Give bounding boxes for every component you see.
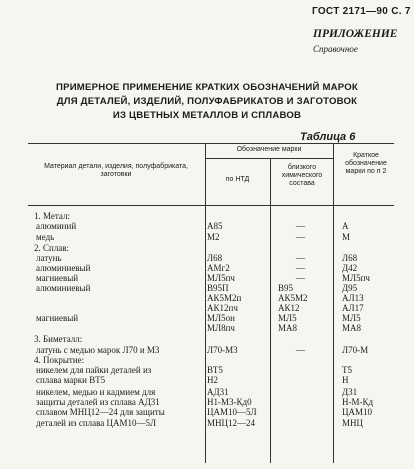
table-cell-ntd: А85 (207, 221, 223, 231)
table-cell-ntd: МЛ5пч (207, 273, 235, 283)
table-cell-short: Д31 (342, 387, 358, 397)
appendix-label: ПРИЛОЖЕНИЕ (313, 28, 398, 40)
table-cell-short: А (342, 221, 349, 231)
table-cell-similar: МА8 (278, 323, 298, 333)
table-cell-material: 2. Сплав: (34, 243, 70, 253)
table-cell-ntd: Л70-М3 (207, 345, 238, 355)
table-cell-short: Л70-М (342, 345, 369, 355)
table-cell-material: сплавом МНЦ12—24 для защиты (36, 407, 165, 417)
table-cell-similar: — (296, 263, 305, 273)
table-cell-material: никелем для пайки деталей из (36, 365, 152, 375)
designation-group-rule (205, 158, 333, 159)
col-header-ntd: по НТД (225, 176, 250, 183)
title-line-1: ПРИМЕРНОЕ ПРИМЕНЕНИЕ КРАТКИХ ОБОЗНАЧЕНИЙ МАРОК (56, 82, 358, 93)
col-header-designation: Обозначение марки (236, 146, 302, 153)
col-divider-2 (270, 158, 271, 463)
table-cell-ntd: Л68 (207, 253, 223, 263)
table-cell-material: 1. Метал: (34, 211, 70, 221)
table-cell-short: Н-М-Кд (342, 397, 374, 407)
col-divider-1 (205, 143, 206, 463)
table-cell-material: латунь с медью марок Л70 и М3 (36, 345, 160, 355)
col-divider-3 (333, 143, 334, 463)
table-cell-ntd: ЦАМ10—5Л (207, 407, 257, 417)
table-cell-ntd: АК12пч (207, 303, 238, 313)
table-cell-ntd: Н2 (207, 375, 218, 385)
table-cell-material: магниевый (36, 273, 79, 283)
table-cell-short: М (342, 232, 351, 242)
table-cell-ntd: МЛ5он (207, 313, 235, 323)
table-cell-similar: АК5М2 (278, 293, 308, 303)
table-cell-short: ЦАМ10 (342, 407, 373, 417)
table-cell-short: Л68 (342, 253, 358, 263)
table-cell-ntd: АК5М2п (207, 293, 242, 303)
table-cell-short: АЛ13 (342, 293, 364, 303)
table-cell-material: алюминиевый (36, 283, 91, 293)
reference-label: Справочное (313, 44, 358, 54)
table-cell-similar: В95 (278, 283, 294, 293)
table-cell-similar: МЛ5 (278, 313, 297, 323)
table-cell-material: деталей из сплава ЦАМ10—5Л (36, 418, 157, 428)
table-cell-ntd: ВТ5 (207, 365, 223, 375)
table-cell-material: медь (36, 232, 55, 242)
table-cell-material: сплава марки ВТ5 (36, 375, 106, 385)
table-cell-ntd: АД31 (207, 387, 229, 397)
table-cell-material: 4. Покрытие: (34, 355, 85, 365)
table-cell-short: Д42 (342, 263, 358, 273)
table-cell-similar: — (296, 273, 305, 283)
title-line-3: ИЗ ЦВЕТНЫХ МЕТАЛЛОВ И СПЛАВОВ (112, 110, 302, 121)
table-cell-material: магниевый (36, 313, 79, 323)
table-cell-short: МЛ5пч (342, 273, 370, 283)
table-label: Таблица 6 (300, 131, 356, 143)
col-header-short: Краткое обозначение марки по п 2 (345, 152, 387, 175)
table-cell-short: Н (342, 375, 349, 385)
title-line-2: ДЛЯ ДЕТАЛЕЙ, ИЗДЕЛИЙ, ПОЛУФАБРИКАТОВ И ЗАГОТОВОК (56, 96, 358, 107)
table-cell-ntd: Н1-М3-Кд0 (207, 397, 252, 407)
table-cell-material: алюминиевый (36, 263, 91, 273)
table-cell-material: алюминий (36, 221, 77, 231)
table-cell-short: МЛ5 (342, 313, 361, 323)
table-cell-ntd: МНЦ12—24 (207, 418, 256, 428)
table-cell-short: МНЦ (342, 418, 364, 428)
table-cell-short: Т5 (342, 365, 352, 375)
table-cell-similar: АК12 (278, 303, 300, 313)
table-cell-material: латунь (36, 253, 62, 263)
col-header-similar: близкого химического состава (281, 164, 323, 187)
table-cell-material: никелем, медью и кадмием для (36, 387, 156, 397)
gost-header: ГОСТ 2171—90 С. 7 (312, 6, 411, 17)
table-cell-short: АЛ17 (342, 303, 364, 313)
table-cell-similar: — (296, 253, 305, 263)
table-cell-short: МА8 (342, 323, 362, 333)
table-cell-material: защиты деталей из сплава АД31 (36, 397, 160, 407)
table-cell-similar: — (296, 221, 305, 231)
table-cell-material: 3. Биметалл: (34, 334, 83, 344)
table-cell-ntd: М2 (207, 232, 220, 242)
table-top-rule (28, 143, 394, 144)
col-header-material: Материал детали, изделия, полуфабриката, заготовки (44, 163, 188, 178)
table-cell-ntd: АМг2 (207, 263, 230, 273)
table-cell-similar: — (296, 232, 305, 242)
table-cell-ntd: МЛ8пч (207, 323, 235, 333)
table-cell-ntd: В95П (207, 283, 229, 293)
table-cell-short: Д95 (342, 283, 358, 293)
table-header-rule (28, 205, 394, 206)
table-cell-similar: — (296, 345, 305, 355)
